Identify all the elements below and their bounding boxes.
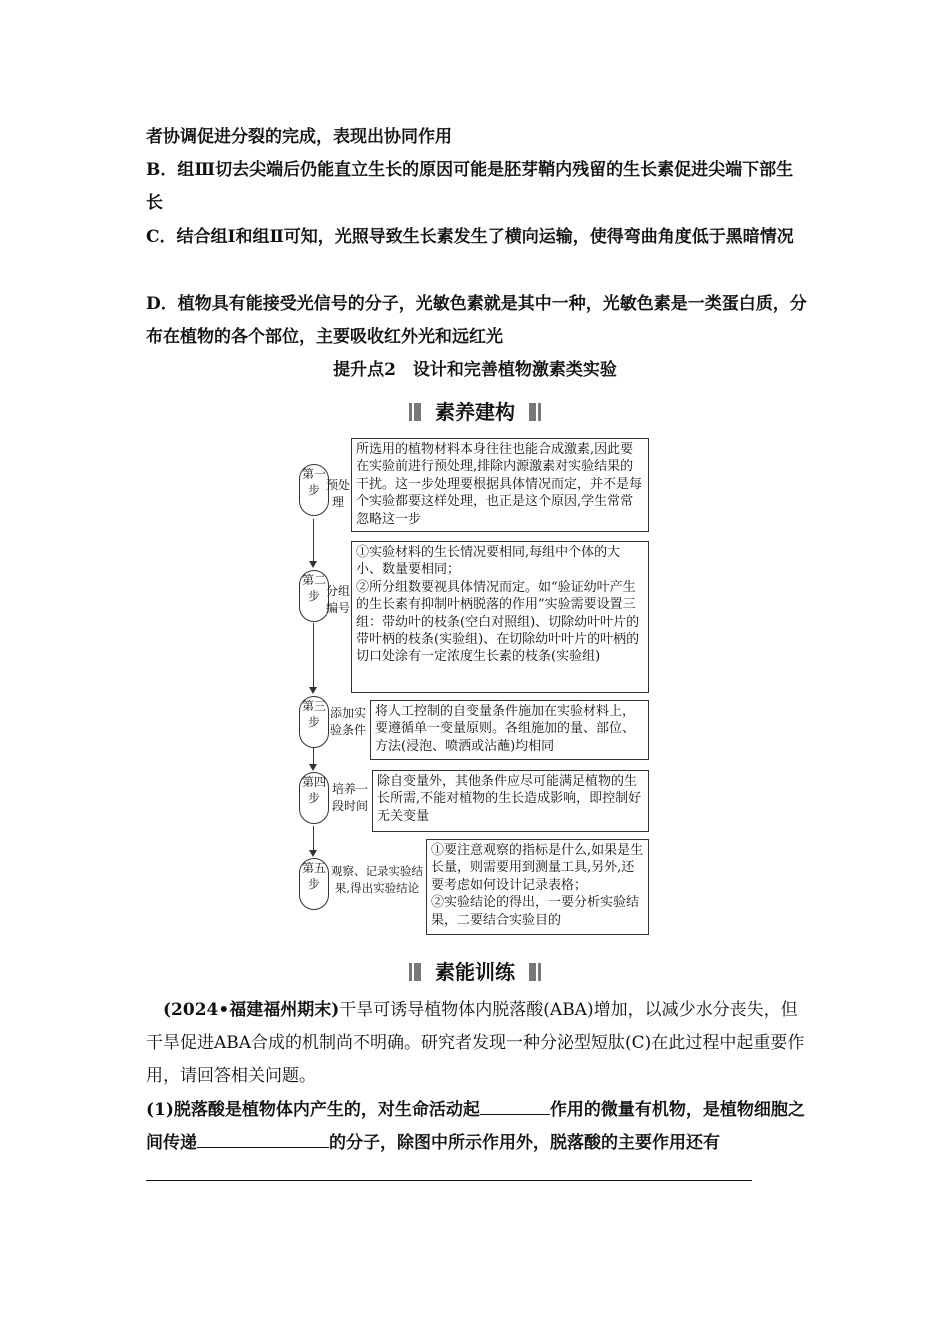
step-1-circle: 第一步 xyxy=(299,464,329,516)
answer-blank-3[interactable] xyxy=(146,1160,752,1181)
step-2-circle: 第二步 xyxy=(299,570,329,622)
connector-line xyxy=(313,826,314,852)
banner-bar-icon xyxy=(529,403,536,421)
banner-literacy-construction xyxy=(0,396,950,425)
arrow-down-icon xyxy=(309,687,317,694)
step-1-box: 所选用的植物材料本身往往也能合成激素,因此要在实验前进行预处理,排除内源激素对实验结果的干扰。这一步处理要根据具体情况而定，并不是每个实验都要这样处理，也正是这个原因,学生常常忽略这一步 xyxy=(351,438,649,532)
banner-title: 素养建构 xyxy=(435,400,515,424)
step-5-circle: 第五步 xyxy=(299,858,329,910)
step-4-circle: 第四步 xyxy=(299,772,329,824)
answer-blank-1[interactable] xyxy=(480,1094,550,1115)
banner-bar-icon xyxy=(409,403,412,421)
question-stem: 干旱可诱导植物体内脱落酸(ABA)增加，以减少水分丧失，但干旱促进ABA合成的机制尚不明确。研究者发现一种分泌型短肽(C)在此过程中起重要作用，请回答相关问题。 xyxy=(146,1000,805,1086)
section-heading: 提升点2 设计和完善植物激素类实验 xyxy=(333,360,617,380)
arrow-down-icon xyxy=(309,850,317,857)
intro-line-1: 者协调促进分裂的完成，表现出协同作用 xyxy=(146,127,452,147)
step-4-box: 除自变量外，其他条件应尽可能满足植物的生长所需,不能对植物的生长造成影响，即控制好无关变量 xyxy=(372,770,649,832)
step-3-label: 添加实验条件 xyxy=(329,706,366,737)
banner-bar-icon xyxy=(409,963,412,981)
part1-text-a: (1)脱落酸是植物体内产生的，对生命活动起 xyxy=(146,1100,480,1120)
option-c: C．结合组Ⅰ和组Ⅱ可知，光照导致生长素发生了横向运输，使得弯曲角度低于黑暗情况 xyxy=(146,227,794,247)
step-3-box: 将人工控制的自变量条件施加在实验材料上，要遵循单一变量原则。各组施加的量、部位、方法(浸泡、喷洒或沾蘸)均相同 xyxy=(370,700,649,760)
banner-bar-icon xyxy=(538,963,541,981)
step-2-box: ①实验材料的生长情况要相同,每组中个体的大小、数量要相同； ②所分组数要视具体情况而定。如“验证幼叶产生的生长素有抑制叶柄脱落的作用”实验需要设置三组：带幼叶的枝条(空白对照组)、切除幼叶叶片的带叶柄的枝条(实验组)、在切除幼叶叶片的叶柄的切口处涂有一定浓度生长素的枝条(实验组) xyxy=(351,541,649,693)
option-b: B．组Ⅲ切去尖端后仍能直立生长的原因可能是胚芽鞘内残留的生长素促进尖端下部生长 xyxy=(146,160,794,213)
banner-ability-training xyxy=(0,956,950,985)
step-5-label: 观察、记录实验结果,得出实验结论 xyxy=(331,864,423,895)
step-4-label: 培养一段时间 xyxy=(331,782,368,813)
arrow-down-icon xyxy=(309,764,317,771)
part1-text-c: 的分子，除图中所示作用外，脱落酸的主要作用还有 xyxy=(329,1133,720,1153)
banner-bar-icon xyxy=(529,963,536,981)
connector-line xyxy=(313,519,314,563)
step-2-label: 分组编号 xyxy=(325,584,350,615)
step-5-box: ①要注意观察的指标是什么,如果是生长量，则需要用到测量工具,另外,还要考虑如何设计记录表格； ②实验结论的得出，一要分析实验结果，二要结合实验目的 xyxy=(426,839,649,935)
step-1-label: 预处理 xyxy=(325,478,350,509)
question-stem-paragraph xyxy=(146,994,810,1093)
banner-title: 素能训练 xyxy=(435,960,515,984)
connector-line xyxy=(313,623,314,689)
banner-bar-icon xyxy=(414,403,421,421)
banner-bar-icon xyxy=(414,963,421,981)
step-3-circle: 第三步 xyxy=(299,696,329,748)
question-part-1 xyxy=(146,1094,810,1193)
arrow-down-icon xyxy=(309,561,317,568)
option-d: D．植物具有能接受光信号的分子，光敏色素就是其中一种，光敏色素是一类蛋白质，分布在植物的各个部位，主要吸收红外光和远红光 xyxy=(146,294,807,347)
question-source: (2024•福建福州期末) xyxy=(163,1000,340,1020)
banner-bar-icon xyxy=(538,403,541,421)
answer-blank-2[interactable] xyxy=(197,1127,329,1148)
part1-text-b: 作用的微量有机物，是植物细胞之间传递 xyxy=(146,1100,805,1153)
